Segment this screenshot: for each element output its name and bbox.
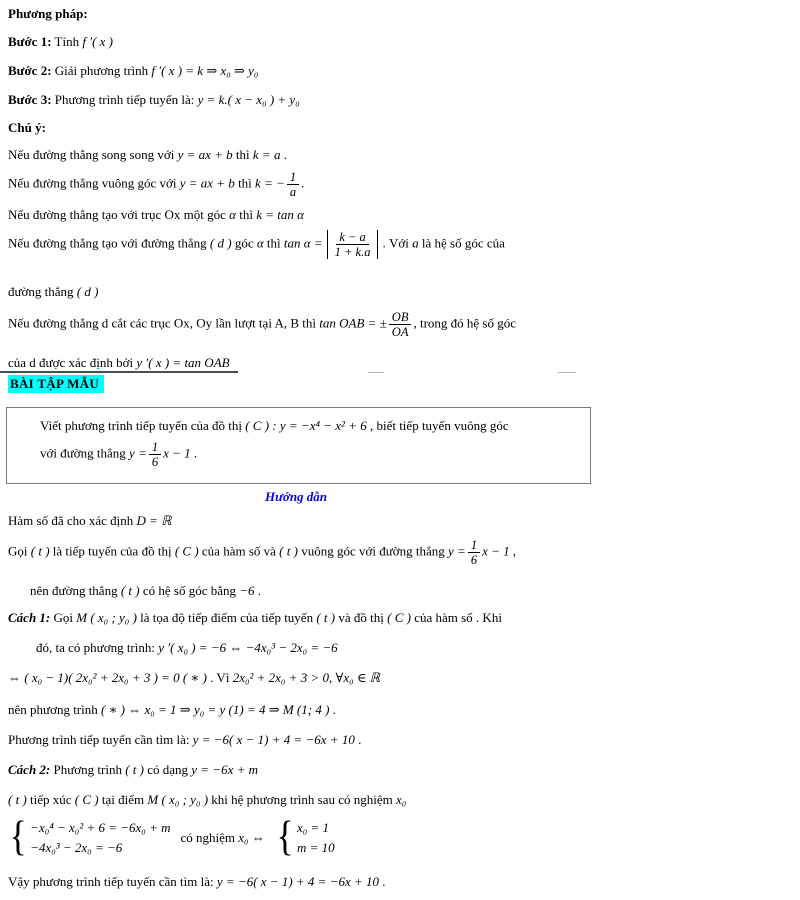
system-equation-1: −x₀⁴ − x₀² + 6 = −6x₀ + m	[30, 820, 171, 835]
fraction-1-over-6: $\frac{1}{6}$	[149, 440, 161, 469]
method-1-result-line: Phương trình tiếp tuyến cần tìm là: y = −6( x − 1) + 4 = −6x + 10 .	[8, 732, 362, 747]
method-2-line: Cách 2: Phương trình ( t ) có dạng y = −6x + m	[8, 762, 259, 777]
notes-title: Chú ý:	[8, 120, 46, 135]
note-perpendicular-line: Nếu đường thẳng vuông góc với y = ax + b thì k = − $\frac{1}{a}$ .	[8, 170, 305, 199]
note-line-angle-continued: đường thẳng ( d )	[8, 284, 99, 299]
step-1-line: Bước 1: Tính f ′( x )	[8, 34, 113, 49]
divider	[0, 371, 238, 373]
problem-line-1: Viết phương trình tiếp tuyến của đồ thị ( C ) : y = −x⁴ − x² + 6 , biết tiếp tuyến vuông góc	[40, 418, 509, 433]
system-middle-text: có nghiệm x₀ ⇔	[180, 830, 265, 846]
solution-x0: x₀ = 1	[296, 820, 330, 835]
system-of-equations	[8, 814, 335, 861]
note-axes-continued: của d được xác định bởi y ′( x ) = tan OAB	[8, 355, 230, 370]
sample-exercises-label: BÀI TẬP MẪU	[8, 375, 104, 393]
sample-exercises-heading	[8, 376, 104, 392]
fraction-ob-over-oa: $\frac{OB}{OA}$	[389, 310, 412, 339]
method-1-root-line: nên phương trình ( ∗ ) ⇔ x₀ = 1 ⇒ y₀ = y (1) = 4 ⇒ M (1; 4 ) .	[8, 702, 336, 717]
system-equation-2: −4x₀³ − 2x₀ = −6	[30, 840, 123, 856]
fraction-1-over-6: $\frac{1}{6}$	[468, 538, 480, 567]
left-brace: {	[9, 814, 27, 861]
step-2-line: Bước 2: Giải phương trình f ′( x ) = k ⇒ x₀ ⇒ y₀	[8, 63, 259, 78]
solution-slope-line: nên đường thẳng ( t ) có hệ số góc bằng −6 .	[30, 583, 262, 598]
divider-tick	[368, 372, 384, 373]
system-cases	[30, 818, 170, 858]
solution-heading: Hướng dẫn	[264, 489, 328, 504]
solution-tangent-line: Gọi ( t ) là tiếp tuyến của đồ thị ( C ) của hàm số và ( t ) vuông góc với đường thẳng y = $\frac{1}{6}$ x − 1 ,	[8, 538, 517, 567]
method-1-factored-line: ⇔ ( x₀ − 1)( 2x₀² + 2x₀ + 3 ) = 0 ( ∗ ) . Vì 2x₀² + 2x₀ + 3 > 0, ∀x₀ ∈ ℝ	[8, 670, 381, 685]
solution-m: m = 10	[296, 840, 335, 856]
problem-line-2: với đường thẳng y = $\frac{1}{6}$ x − 1 .	[40, 440, 198, 469]
step-3-line: Bước 3: Phương trình tiếp tuyến là: y = k.( x − x₀ ) + y₀	[8, 92, 300, 107]
step-1-label: Bước 1:	[8, 34, 52, 49]
step-3-label: Bước 3:	[8, 92, 52, 107]
method-2-condition-line: ( t ) tiếp xúc ( C ) tại điểm M ( x₀ ; y₀ ) khi hệ phương trình sau có nghiệm x₀	[8, 792, 407, 807]
iff-symbol: ⇔	[251, 830, 265, 846]
note-ox-angle-line: Nếu đường thẳng tạo với trục Ox một góc α thì k = tan α	[8, 207, 304, 222]
step-2-label: Bước 2:	[8, 63, 52, 78]
final-answer-line: Vậy phương trình tiếp tuyến cần tìm là: y = −6( x − 1) + 4 = −6x + 10 .	[8, 874, 386, 889]
absolute-value-fraction: $\frac{k - a}{1 + k.a}$	[327, 230, 379, 259]
method-1-label: Cách 1:	[8, 610, 51, 625]
method-1-equation-line: đó, ta có phương trình: y ′( x₀ ) = −6 ⇔ −4x₀³ − 2x₀ = −6	[36, 640, 338, 655]
left-brace: {	[276, 814, 294, 861]
method-title: Phương pháp:	[8, 6, 88, 21]
solution-domain-line: Hàm số đã cho xác định D = ℝ	[8, 513, 172, 528]
note-axes-line: Nếu đường thẳng d cắt các trục Ox, Oy lần lượt tại A, B thì tan OAB = ± $\frac{OB}{OA}$ , trong đó hệ số góc	[8, 310, 517, 339]
fraction-1-over-a: $\frac{1}{a}$	[287, 170, 299, 199]
divider-tick	[558, 372, 576, 373]
solution-cases	[297, 818, 335, 858]
method-1-line: Cách 1: Gọi M ( x₀ ; y₀ ) là tọa độ tiếp điểm của tiếp tuyến ( t ) và đồ thị ( C ) của hàm số . Khi	[8, 610, 502, 625]
method-2-label: Cách 2:	[8, 762, 51, 777]
note-line-angle-line: Nếu đường thẳng tạo với đường thẳng ( d ) góc α thì tan α = $\frac{k - a}{1 + k.a}$ . Với a là hệ số góc của	[8, 230, 505, 259]
note-parallel-line: Nếu đường thẳng song song với y = ax + b thì k = a .	[8, 147, 287, 162]
